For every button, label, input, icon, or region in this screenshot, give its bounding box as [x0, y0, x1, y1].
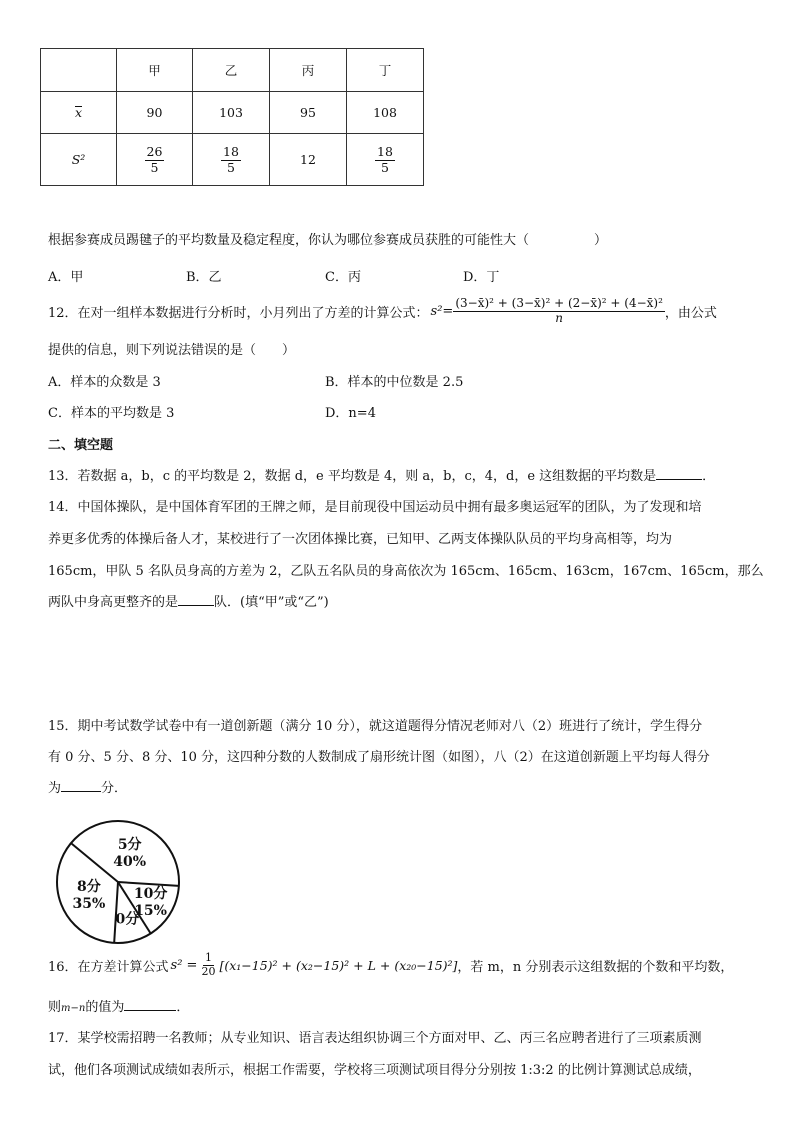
table-header-ding: 丁 — [347, 49, 424, 92]
q11-option-d: D．丁 — [463, 270, 500, 285]
pie-slice-label: 10分 — [133, 885, 168, 902]
table-cell: 95 — [270, 92, 347, 134]
q12-variance-formula — [453, 297, 665, 326]
table-corner-cell — [41, 49, 117, 92]
pie-slice-label: 8分 — [77, 879, 101, 896]
table-cell: $\frac{18}{5}$ — [193, 134, 270, 186]
q12-option-c: C．样本的平均数是 3 — [48, 406, 175, 421]
q15-answer-blank[interactable] — [61, 791, 101, 792]
q16-stem — [48, 948, 733, 982]
q14-line1: 14．中国体操队，是中国体育军团的王牌之师，是目前现役中国运动员中拥有最多奥运冠军的团队，为了发现和培 — [48, 500, 702, 515]
table-cell: 103 — [193, 92, 270, 134]
q15-line3: 为 分． — [48, 781, 128, 796]
pie-slice-label: 5分 — [117, 837, 142, 853]
table-cell: $\frac{26}{5}$ — [117, 134, 193, 186]
table-header-yi: 乙 — [193, 49, 270, 92]
q12-option-a: A．样本的众数是 3 — [48, 375, 161, 390]
table-cell: 90 — [117, 92, 193, 134]
q11-option-a: A．甲 — [48, 270, 84, 285]
table-header-bing: 丙 — [270, 49, 347, 92]
q16-line2: 则m−n的值为 ． — [48, 1000, 190, 1015]
pie-slice-percent: 35% — [72, 896, 106, 913]
score-pie-chart — [48, 816, 188, 948]
q16-fraction: $\frac{1}{20}$ — [201, 950, 216, 978]
q11-option-b: B．乙 — [186, 270, 222, 285]
section-title-fill-blank: 二、填空题 — [48, 438, 114, 453]
q12-formula-denominator: n — [555, 310, 563, 325]
q16-formula: [(x₁−15)² + (x₂−15)² + L + (x₂₀−15)²] — [219, 957, 458, 973]
q14-answer-blank[interactable] — [178, 605, 214, 606]
q14-line2: 养更多优秀的体操后备人才，某校进行了一次团体操比赛，已知甲、乙两支体操队队员的平均身高相等，均为 — [48, 532, 673, 547]
q12-prefix: 12．在对一组样本数据进行分析时，小月列出了方差的计算公式： — [48, 305, 429, 321]
q15-line1: 15．期中考试数学试卷中有一道创新题（满分 10 分），就这道题得分情况老师对八（2）班进行了统计，学生得分 — [48, 719, 703, 734]
q12-formula-lhs: s²= — [430, 303, 454, 319]
row-label-mean: x — [41, 92, 117, 134]
q16-prefix: 16．在方差计算公式 — [48, 959, 169, 975]
q16-suffix: ，若 m，n 分别表示这组数据的个数和平均数， — [457, 959, 734, 975]
q13-answer-blank[interactable] — [656, 479, 702, 480]
q12-stem — [48, 291, 717, 331]
table-cell: $\frac{18}{5}$ — [347, 134, 424, 186]
q12-option-d: D．n=4 — [325, 406, 376, 421]
q12-line2: 提供的信息，则下列说法错误的是（ ） — [48, 343, 296, 358]
q17-line1: 17．某学校需招聘一名教师；从专业知识、语言表达组织协调三个方面对甲、乙、丙三名应聘者进行了三项素质测 — [48, 1031, 702, 1046]
q12-formula-numerator: (3−x̄)² + (3−x̄)² + (2−x̄)² + (4−x̄)² — [455, 295, 663, 310]
q17-line2: 试，他们各项测试成绩如表所示，根据工作需要，学校将三项测试项目得分分别按 1:3:2 的比例计算测试总成绩， — [48, 1063, 701, 1078]
pie-slice-percent: 40% — [113, 854, 147, 870]
q11-option-c: C．丙 — [325, 270, 361, 285]
q13-text: 13．若数据 a，b，c 的平均数是 2，数据 d，e 平均数是 4，则 a，b，c，4，d，e 这组数据的平均数是 ． — [48, 469, 716, 484]
q16-answer-blank[interactable] — [124, 1010, 176, 1011]
stats-table — [40, 48, 424, 186]
q12-suffix: ，由公式 — [664, 305, 717, 321]
table-cell: 12 — [270, 134, 347, 186]
q14-line3: 165cm，甲队 5 名队员身高的方差为 2，乙队五名队员的身高依次为 165cm、165cm、163cm，167cm、165cm，那么 — [48, 564, 764, 579]
pie-slice-percent: 15% — [134, 902, 167, 919]
q16-formula-lhs: s² = — [170, 957, 198, 973]
q11-text: 根据参赛成员踢毽子的平均数量及稳定程度，你认为哪位参赛成员获胜的可能性大（ ） — [48, 233, 608, 248]
q15-line2: 有 0 分、5 分、8 分、10 分，这四种分数的人数制成了扇形统计图（如图），八（2）在这道创新题上平均每人得分 — [48, 750, 710, 765]
q14-line4: 两队中身高更整齐的是 队．(填“甲”或“乙”) — [48, 595, 329, 610]
row-label-variance: S² — [41, 134, 117, 186]
table-cell: 108 — [347, 92, 424, 134]
q12-option-b: B．样本的中位数是 2.5 — [325, 375, 464, 390]
table-header-jia: 甲 — [117, 49, 193, 92]
pie-slice-label: 0分 — [115, 911, 140, 928]
